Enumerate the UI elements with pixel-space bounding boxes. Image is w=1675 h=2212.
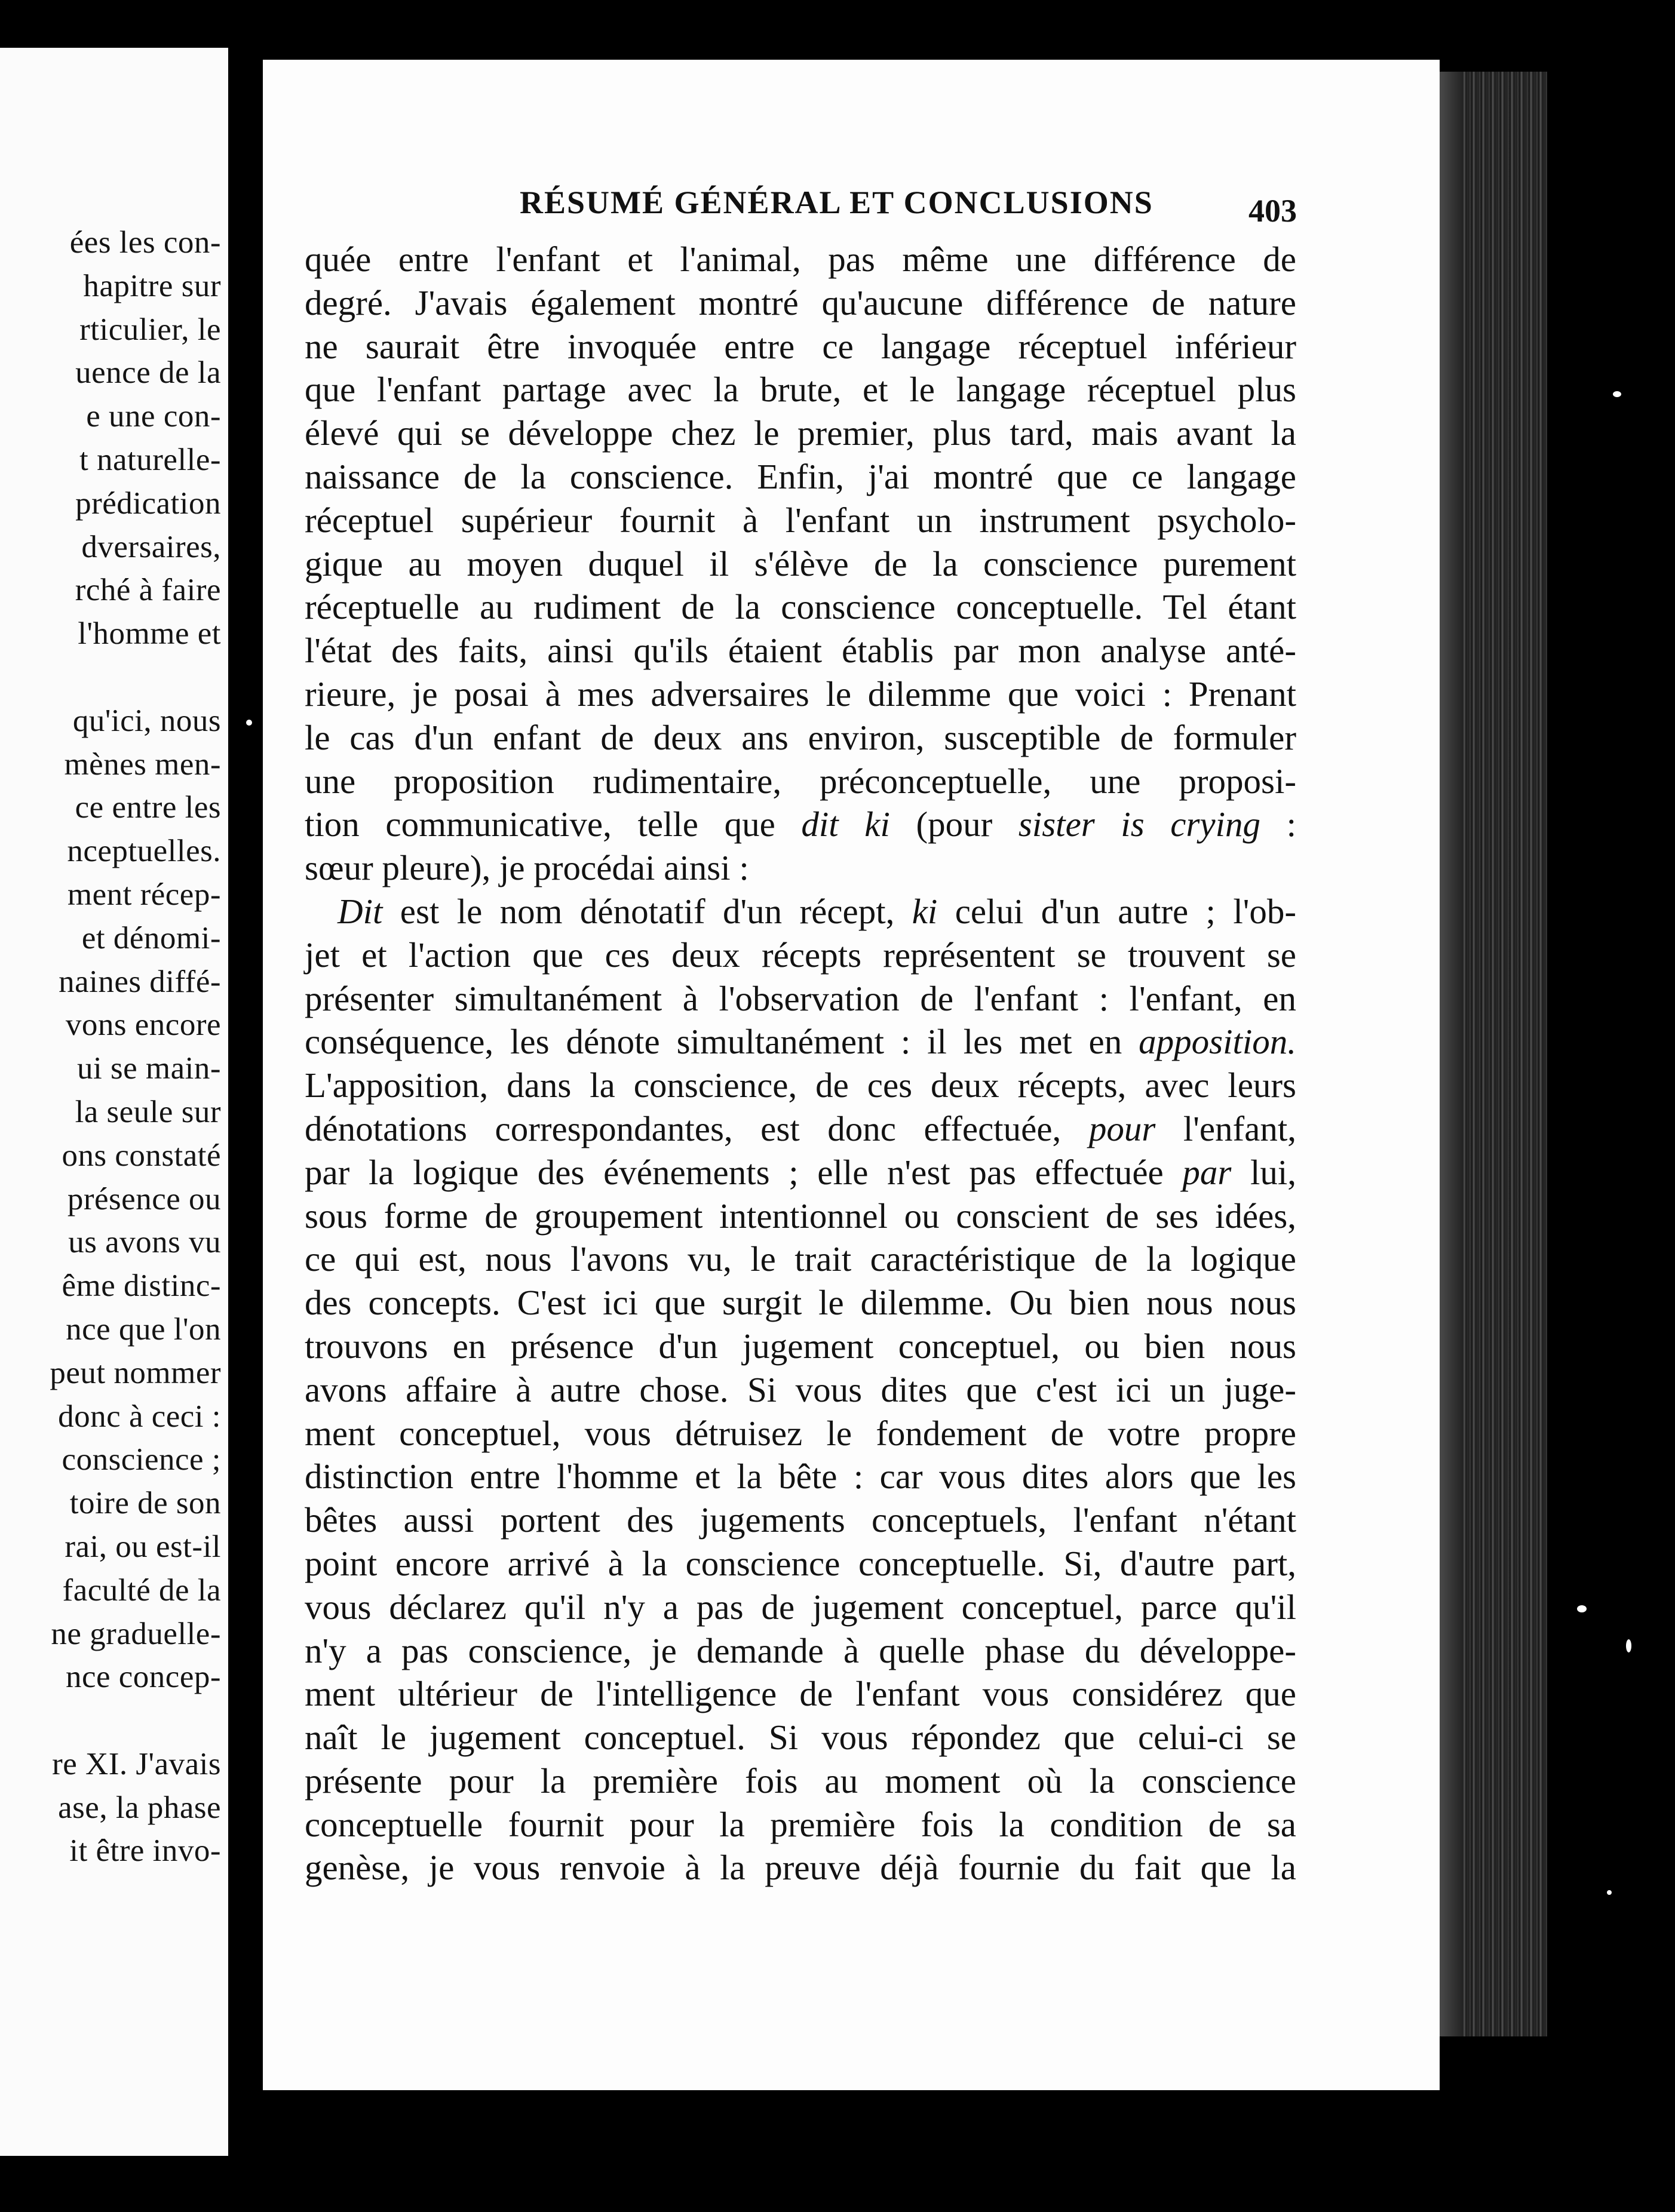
text-line: n'y a pas conscience, je demande à quelle phase du développe- [305, 1630, 1296, 1670]
left-page-line: ême distinc- [62, 1268, 221, 1304]
text-line: ment ultérieur de l'intelligence de l'enfant vous considérez que [305, 1674, 1296, 1714]
text-line: ne saurait être invoquée entre ce langage réceptuel inférieur [305, 326, 1296, 366]
italic-phrase: Dit [338, 891, 383, 931]
running-title: RÉSUMÉ GÉNÉRAL ET CONCLUSIONS [520, 185, 1154, 220]
left-page-line: vons encore [65, 1007, 221, 1043]
left-page-line: ce entre les [75, 790, 221, 825]
left-page-line: hapitre sur [83, 268, 221, 303]
left-page-line: prédication [75, 486, 221, 521]
page-edge-stack [1440, 72, 1547, 2036]
left-page-line: l'homme et [78, 616, 221, 652]
italic-phrase: apposition. [1139, 1022, 1296, 1062]
left-page-line: et dénomi- [81, 920, 221, 956]
text-line: jet et l'action que ces deux récepts représentent se trouvent se [305, 935, 1296, 975]
left-page-line: ase, la phase [58, 1790, 221, 1825]
left-page-line: ne graduelle- [51, 1616, 221, 1651]
text-line: conséquence, les dénote simultanément : il les met en apposition. [305, 1022, 1296, 1062]
page-number: 403 [1248, 193, 1297, 229]
left-facing-page [0, 48, 228, 2156]
text-line: gique au moyen duquel il s'élève de la conscience purement [305, 543, 1296, 583]
left-page-line: mènes men- [64, 746, 221, 782]
left-page-line: toire de son [69, 1486, 221, 1521]
left-page-line: faculté de la [62, 1572, 221, 1608]
text-line: point encore arrivé à la conscience conceptuelle. Si, d'autre part, [305, 1543, 1296, 1583]
left-page-line: naines diffé- [59, 964, 221, 999]
left-page-line: t naturelle- [79, 442, 221, 477]
text-line: degré. J'avais également montré qu'aucune différence de nature [305, 282, 1296, 322]
left-page-line: us avons vu [68, 1225, 221, 1260]
left-page-line: présence ou [67, 1181, 221, 1216]
paragraph-start-line: Dit est le nom dénotatif d'un récept, ki celui d'un autre ; l'ob- [338, 891, 1296, 931]
text-line: par la logique des événements ; elle n'est pas effectuée par lui, [305, 1152, 1296, 1192]
dust-speck [1613, 391, 1621, 397]
text-line: trouvons en présence d'un jugement conceptuel, ou bien nous [305, 1326, 1296, 1366]
text-line: rieure, je posai à mes adversaires le dilemme que voici : Prenant [305, 674, 1296, 714]
text-line: vous déclarez qu'il n'y a pas de jugement conceptuel, parce qu'il [305, 1587, 1296, 1627]
text-line: naît le jugement conceptuel. Si vous répondez que celui-ci se [305, 1718, 1296, 1758]
left-page-line: la seule sur [75, 1094, 221, 1129]
text-line: présente pour la première fois au moment où la conscience [305, 1761, 1296, 1801]
italic-phrase: par [1182, 1152, 1232, 1192]
dust-speck [1626, 1639, 1631, 1652]
text-line: sous forme de groupement intentionnel ou conscient de ses idées, [305, 1196, 1296, 1236]
left-page-line: rticulier, le [79, 312, 221, 347]
text-line: présenter simultanément à l'observation de l'enfant : l'enfant, en [305, 978, 1296, 1018]
dust-speck [246, 720, 252, 726]
italic-phrase: ki [912, 891, 938, 931]
text-line: ce qui est, nous l'avons vu, le trait caractéristique de la logique [305, 1239, 1296, 1279]
dust-speck [1577, 1605, 1587, 1612]
text-line: genèse, je vous renvoie à la preuve déjà fournie du fait que la [305, 1848, 1296, 1888]
text-line: tion communicative, telle que dit ki (pour sister is crying : [305, 804, 1296, 844]
text-line: bêtes aussi portent des jugements conceptuels, l'enfant n'étant [305, 1500, 1296, 1540]
left-page-line: ment récep- [67, 877, 221, 912]
text-line: réceptuelle au rudiment de la conscience conceptuelle. Tel étant [305, 587, 1296, 627]
left-page-line [0, 656, 221, 699]
italic-phrase: dit ki [801, 804, 890, 844]
left-page-line: nceptuelles. [67, 834, 221, 869]
text-line: ment conceptuel, vous détruisez le fondement de votre propre [305, 1413, 1296, 1453]
text-line: naissance de la conscience. Enfin, j'ai montré que ce langage [305, 456, 1296, 496]
text-line: élevé qui se développe chez le premier, plus tard, mais avant la [305, 413, 1296, 453]
left-page-line [0, 1699, 221, 1743]
left-page-line: ées les con- [69, 225, 221, 260]
left-page-line: nce concep- [65, 1660, 221, 1695]
italic-phrase: sister is crying [1018, 804, 1260, 844]
text-line: L'apposition, dans la conscience, de ces deux récepts, avec leurs [305, 1065, 1296, 1105]
left-page-line: peut nommer [50, 1355, 221, 1390]
left-page-line: qu'ici, nous [72, 703, 221, 738]
text-line: avons affaire à autre chose. Si vous dites que c'est ici un juge- [305, 1369, 1296, 1409]
left-page-line: rché à faire [75, 573, 221, 608]
left-page-line: conscience ; [62, 1442, 221, 1477]
left-page-line: re XI. J'avais [52, 1746, 221, 1781]
left-page-line: rai, ou est-il [65, 1529, 221, 1564]
left-page-line: nce que l'on [66, 1311, 221, 1347]
text-line: distinction entre l'homme et la bête : car vous dites alors que les [305, 1457, 1296, 1497]
body-text [305, 238, 1296, 1890]
text-line: quée entre l'enfant et l'animal, pas même une différence de [305, 239, 1296, 279]
text-line: le cas d'un enfant de deux ans environ, susceptible de formuler [305, 717, 1296, 757]
text-line: sœur pleure), je procédai ainsi : [305, 848, 749, 888]
left-page-line: it être invo- [69, 1833, 221, 1869]
left-page-line: e une con- [86, 399, 221, 434]
text-line: une proposition rudimentaire, préconceptuelle, une proposi- [305, 761, 1296, 801]
book-gutter [228, 36, 263, 2174]
italic-phrase: pour [1088, 1108, 1156, 1148]
text-line: des concepts. C'est ici que surgit le dilemme. Ou bien nous nous [305, 1283, 1296, 1323]
left-page-line: ui se main- [77, 1051, 221, 1086]
dust-speck [1607, 1890, 1612, 1895]
text-line: conceptuelle fournit pour la première fois la condition de sa [305, 1804, 1296, 1844]
text-line: l'état des faits, ainsi qu'ils étaient établis par mon analyse anté- [305, 631, 1296, 671]
left-page-line: ons constaté [62, 1138, 221, 1173]
left-page-line: donc à ceci : [58, 1399, 221, 1434]
left-page-line: uence de la [75, 355, 221, 391]
left-page-text [0, 221, 221, 1873]
text-line: réceptuel supérieur fournit à l'enfant un instrument psycholo- [305, 500, 1296, 540]
text-line: dénotations correspondantes, est donc effectuée, pour l'enfant, [305, 1108, 1296, 1148]
left-page-line: dversaires, [81, 529, 221, 564]
text-line: que l'enfant partage avec la brute, et le langage réceptuel plus [305, 370, 1296, 410]
